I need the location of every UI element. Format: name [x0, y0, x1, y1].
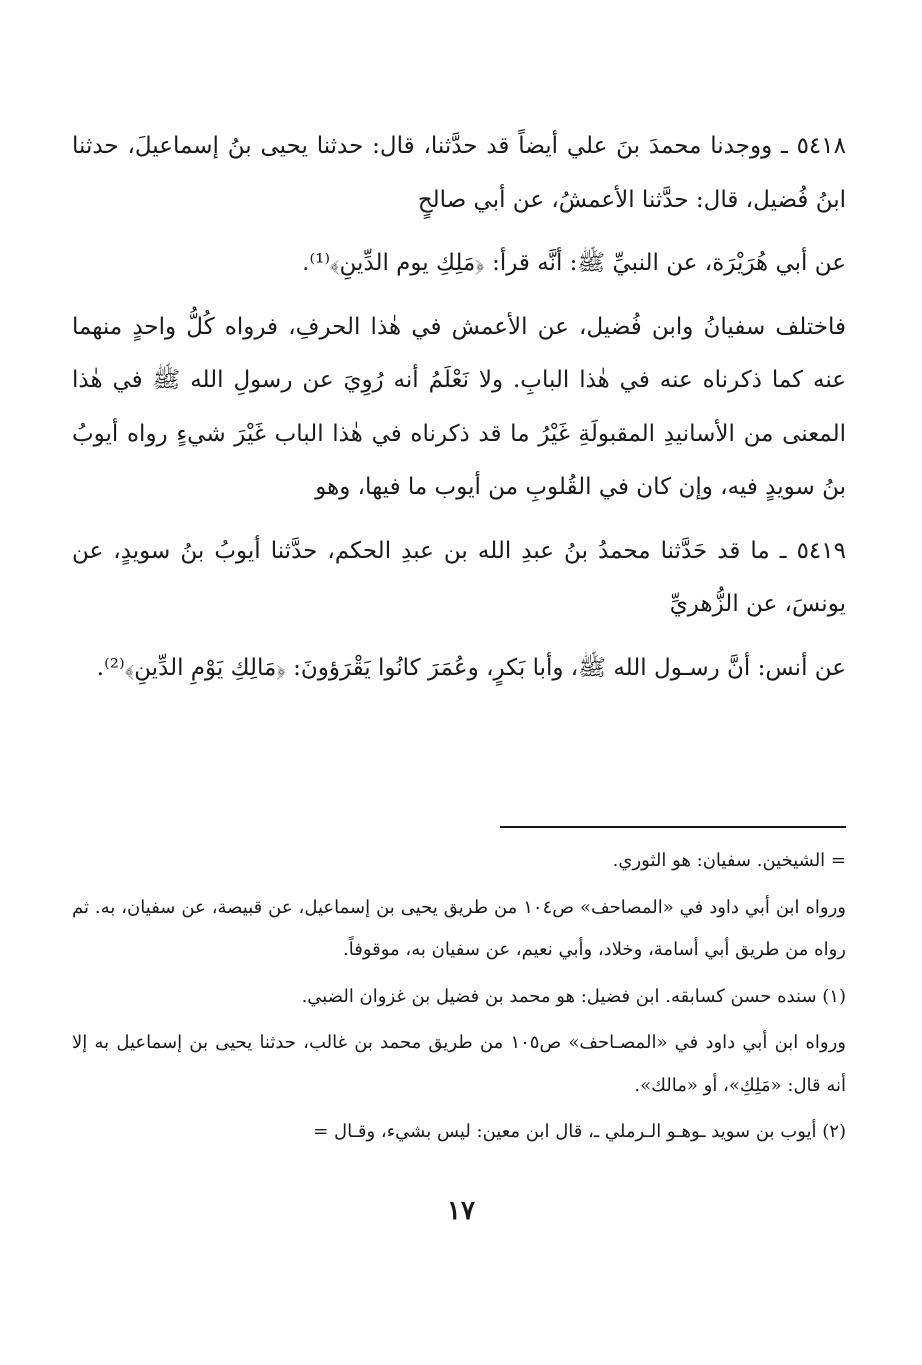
footnote-1: (١) سنده حسن كسابقه. ابن فضيل: هو محمد بن فضيل بن غزوان الضبي. [301, 985, 846, 1007]
paragraph-commentary: فاختلف سفيانُ وابن فُضيل، عن الأعمش في هٰذا الحرفِ، فرواه كُلُّ واحدٍ منهما عنه كما ذكرناه عنه في هٰذا البابِ. ولا نَعْلَمُ أنه رُوِيَ عن رسولِ الله ﷺ في هٰذا المعنى من الأسانيدِ المقبولَةِ غَيْرُ ما قد ذكرناه في هٰذا الباب غَيْرَ شيءٍ رواه أيوبُ بنُ سويدٍ فيه، وإن كان في القُلوبِ من أيوب ما فيها، وهو [72, 313, 846, 500]
footnote-continuation: = الشيخين. سفيان: هو الثوري. [612, 850, 846, 871]
footnote-1-continued: ورواه ابن أبي داود في «المصـاحف» ص١٠٥ من طريق محمد بن غالب، حدثنا يحيى بن إسماعيل به إلا أنه قال: «مَلِكِ»، أو «مالك». [72, 1032, 846, 1096]
main-text [72, 120, 846, 695]
footnote-2: (٢) أيوب بن سويد ـوهـو الـرملي ـ، قال ابن معين: ليس بشيء، وقـال = [313, 1121, 846, 1142]
paragraph-hadith-5418: ٥٤١٨ ـ ووجدنا محمدَ بنَ علي أيضاً قد حدَّثنا، قال: حدثنا يحيى بنُ إسماعيلَ، حدثنا ابنُ فُضيل، قال: حدَّثنا الأعمشُ، عن أبي صالحٍ [72, 133, 846, 213]
page-number: ١٧ [447, 1196, 475, 1226]
footnote-separator [500, 826, 846, 828]
paragraph-matn-anas: عن أنس: أنَّ رسـول الله ﷺ، وأبا بَكرٍ، وعُمَرَ كانُوا يَقْرَؤونَ: ﴿مَالِكِ يَوْمِ الدِّينِ﴾⁽²⁾. [96, 654, 846, 681]
paragraph-hadith-5419: ٥٤١٩ ـ ما قد حَدَّثنا محمدُ بنُ عبدِ الله بن عبدِ الحكم، حدَّثنا أيوبُ بنُ سويدٍ، عن يونسَ، عن الزُّهريِّ [72, 537, 846, 617]
footnotes [72, 840, 846, 1154]
paragraph-matn-abu-hurayra: عن أبي هُرَيْرَة، عن النبيِّ ﷺ: أنَّه قرأ: ﴿مَلِكِ يوم الدِّينِ﴾⁽¹⁾. [302, 250, 846, 276]
footnote-continuation-2: ورواه ابن أبي داود في «المصاحف» ص١٠٤ من طريق يحيى بن إسماعيل، عن قبيصة، عن سفيان، به. ثم رواه من طريق أبي أسامة، وخلاد، وأبي نعيم، عن سفيان به، موقوفاً. [72, 896, 846, 960]
